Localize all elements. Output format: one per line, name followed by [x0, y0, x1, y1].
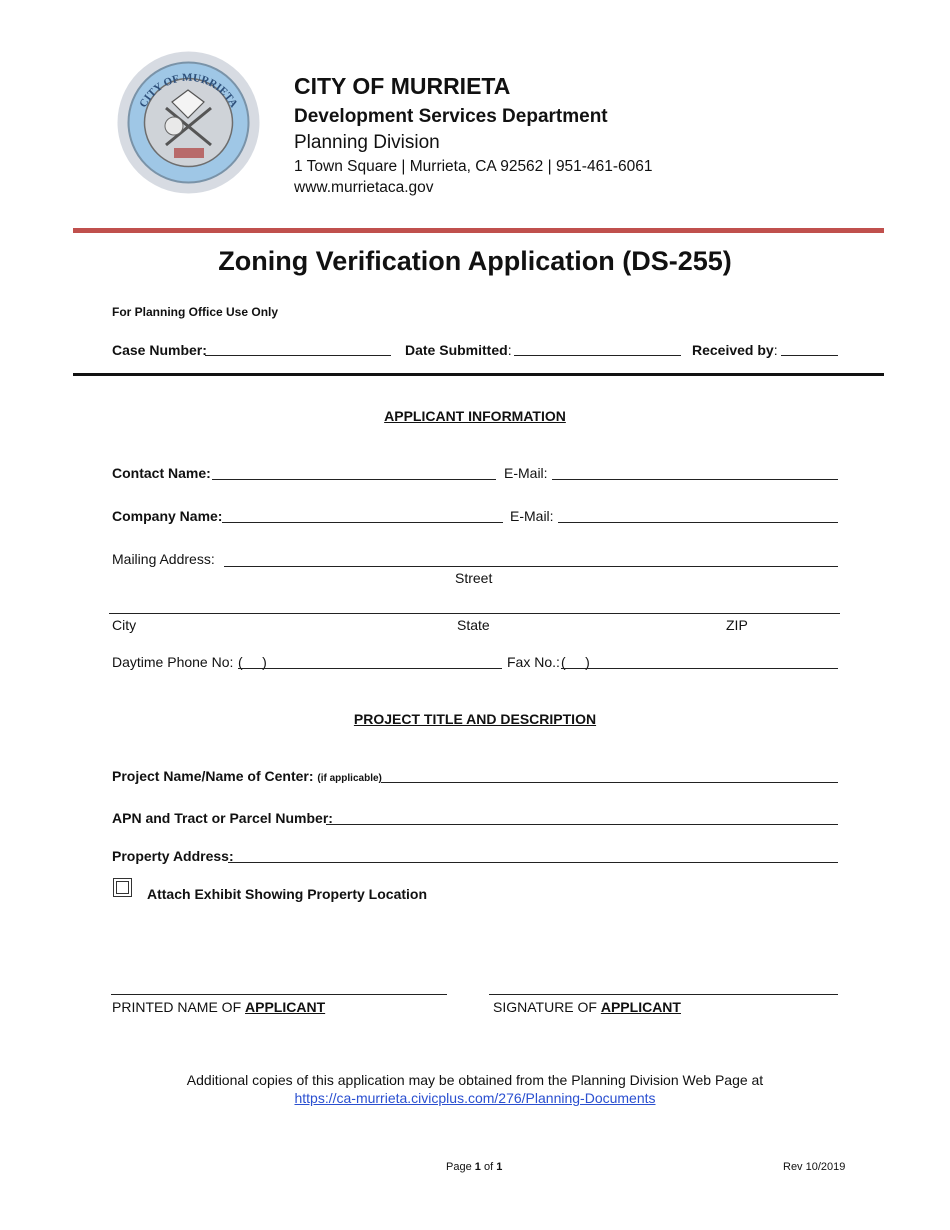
project-heading: PROJECT TITLE AND DESCRIPTION — [353, 711, 597, 727]
mailing-address-label: Mailing Address: — [112, 551, 215, 567]
street-caption: Street — [455, 570, 493, 586]
zip-caption: ZIP — [726, 617, 748, 633]
city-seal-logo — [116, 50, 261, 195]
page-number: Page 1 of 1 — [446, 1161, 503, 1173]
project-name-field[interactable] — [381, 782, 838, 783]
attach-exhibit-checkbox[interactable] — [113, 878, 132, 897]
department-name: Development Services Department — [294, 106, 608, 127]
street-field[interactable] — [224, 566, 838, 567]
signature-field[interactable] — [489, 994, 838, 995]
case-number-label: Case Number: — [112, 342, 207, 358]
fax-area-code: ( ) — [561, 654, 590, 670]
attach-exhibit-label: Attach Exhibit Showing Property Location — [147, 886, 428, 902]
phone-label: Daytime Phone No: — [112, 654, 234, 670]
contact-email-field[interactable] — [552, 479, 838, 480]
form-title: Zoning Verification Application (DS-255) — [218, 246, 732, 276]
city-caption: City — [112, 617, 137, 633]
contact-email-label: E-Mail: — [504, 465, 548, 481]
apn-field[interactable] — [326, 824, 838, 825]
apn-label: APN and Tract or Parcel Number: — [112, 810, 333, 826]
signature-caption: SIGNATURE OF APPLICANT — [493, 999, 681, 1015]
project-name-label: Project Name/Name of Center: (if applicable) — [112, 768, 382, 784]
seal-text: CITY OF MURRIETA — [137, 71, 240, 110]
contact-name-label: Contact Name: — [112, 465, 211, 481]
fax-label: Fax No.: — [507, 654, 560, 670]
state-caption: State — [457, 617, 490, 633]
company-email-label: E-Mail: — [510, 508, 554, 524]
planning-documents-link[interactable]: https://ca-murrieta.civicplus.com/276/Planning-Documents — [294, 1090, 656, 1106]
property-address-label: Property Address: — [112, 848, 234, 864]
revision-date: Rev 10/2019 — [783, 1161, 846, 1173]
date-submitted-label: Date Submitted: — [405, 342, 512, 358]
date-submitted-field[interactable] — [514, 355, 681, 356]
printed-name-field[interactable] — [111, 994, 447, 995]
printed-name-caption: PRINTED NAME OF APPLICANT — [112, 999, 326, 1015]
company-name-label: Company Name: — [112, 508, 223, 524]
fax-field[interactable] — [561, 668, 838, 669]
company-email-field[interactable] — [558, 522, 838, 523]
division-name: Planning Division — [294, 132, 440, 153]
office-use-heading: For Planning Office Use Only — [112, 305, 279, 319]
phone-field[interactable] — [238, 668, 502, 669]
property-address-field[interactable] — [228, 862, 838, 863]
if-applicable-note: (if applicable) — [317, 773, 382, 784]
phone-area-code: ( ) — [238, 654, 267, 670]
website[interactable]: www.murrietaca.gov — [294, 179, 434, 196]
received-by-field[interactable] — [781, 355, 838, 356]
copies-note: Additional copies of this application may be obtained from the Planning Division Web Page at — [186, 1072, 764, 1088]
received-by-label: Received by: — [692, 342, 778, 358]
header-divider — [73, 228, 884, 233]
case-number-field[interactable] — [205, 355, 391, 356]
office-address: 1 Town Square | Murrieta, CA 92562 | 951-461-6061 — [294, 158, 653, 175]
applicant-info-heading: APPLICANT INFORMATION — [384, 408, 566, 424]
contact-name-field[interactable] — [212, 479, 496, 480]
company-name-field[interactable] — [222, 522, 503, 523]
section-divider — [73, 373, 884, 376]
city-state-zip-field[interactable] — [109, 613, 840, 614]
city-name: CITY OF MURRIETA — [294, 73, 511, 99]
